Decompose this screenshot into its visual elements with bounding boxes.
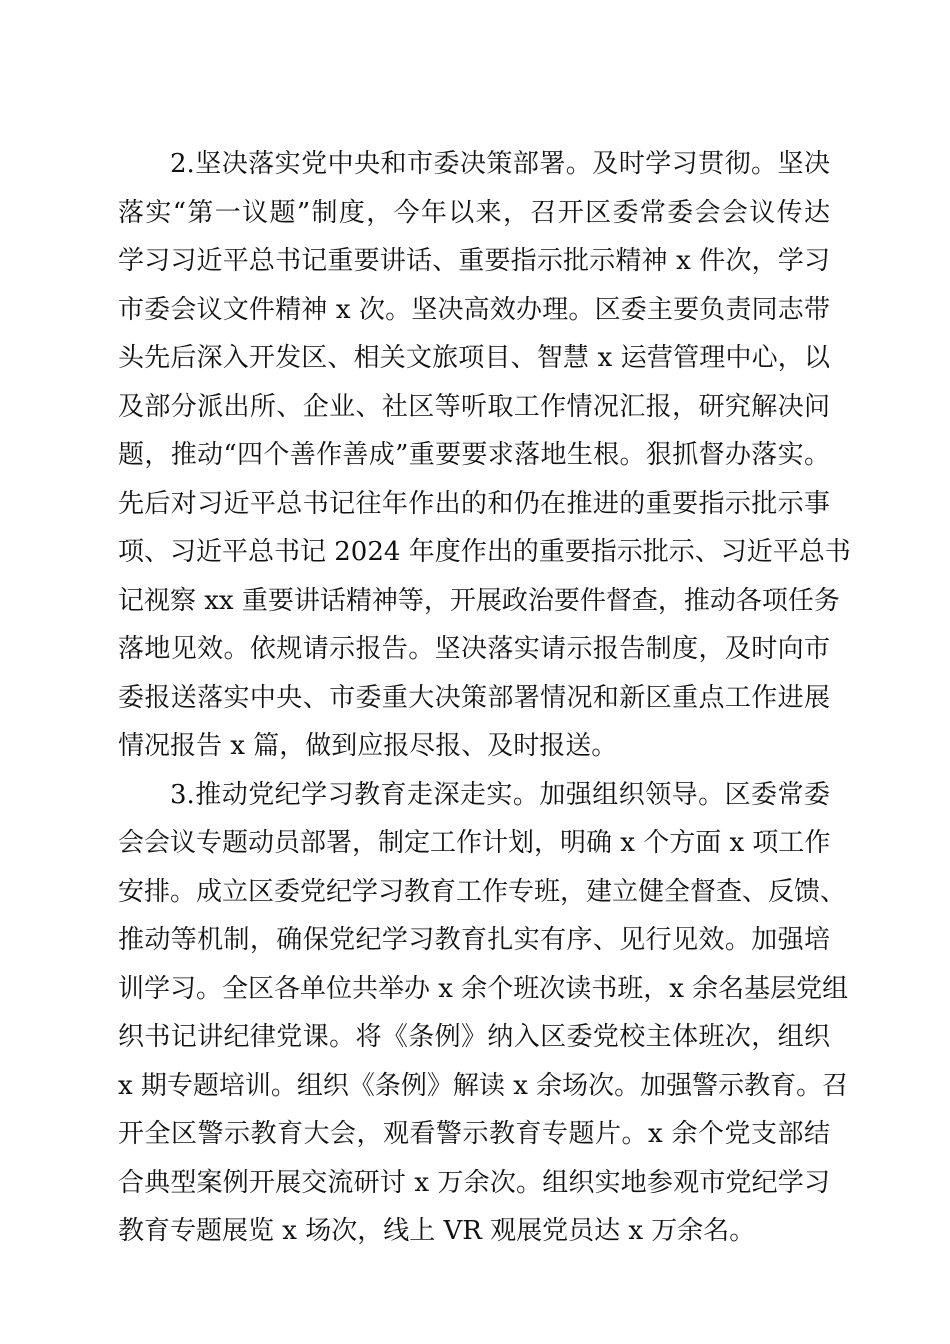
text-line: 项、习近平总书记 2024 年度作出的重要指示批示、习近平总书 — [118, 537, 851, 567]
text-line: 合典型案例开展交流研讨 x 万余次。组织实地参观市党纪学习 — [118, 1167, 830, 1198]
document-body — [118, 140, 851, 1256]
text-line: 开全区警示教育大会，观看警示教育专题片。x 余个党支部结 — [118, 1119, 830, 1149]
text-line: 训学习。全区各单位共举办 x 余个班次读书班，x 余名基层党组 — [118, 973, 849, 1004]
text-line: 2.坚决落实党中央和市委决策部署。及时学习贯彻。坚决 — [170, 149, 830, 179]
text-line: 记视察 xx 重要讲话精神等，开展政治要件督查，推动各项任务 — [118, 585, 840, 616]
text-line: 题，推动“四个善作善成”重要要求落地生根。狠抓督办落实。 — [118, 440, 830, 470]
paragraph-3 — [118, 771, 849, 1256]
text-line: 先后对习近平总书记往年作出的和仍在推进的重要指示批示事 — [118, 488, 830, 519]
text-line: x 期专题培训。组织《条例》解读 x 余场次。加强警示教育。召 — [118, 1070, 849, 1101]
text-line: 会会议专题动员部署，制定工作计划，明确 x 个方面 x 项工作 — [118, 828, 831, 858]
text-line: 落实“第一议题”制度，今年以来，召开区委常委会会议传达 — [118, 197, 830, 228]
text-line: 市委会议文件精神 x 次。坚决高效办理。区委主要负责同志带 — [118, 294, 830, 325]
paragraph-2 — [118, 140, 851, 771]
text-line: 3.推动党纪学习教育走深走实。加强组织领导。区委常委 — [170, 779, 830, 810]
text-line: 织书记讲纪律党课。将《条例》纳入区委党校主体班次，组织 — [118, 1022, 830, 1052]
text-line: 情况报告 x 篇，做到应报尽报、及时报送。 — [118, 731, 618, 761]
text-line: 推动等机制，确保党纪学习教育扎实有序、见行见效。加强培 — [118, 925, 830, 955]
text-line: 学习习近平总书记重要讲话、重要指示批示精神 x 件次，学习 — [118, 246, 830, 276]
text-line: 安排。成立区委党纪学习教育工作专班，建立健全督查、反馈、 — [118, 876, 847, 907]
text-line: 教育专题展览 x 场次，线上 VR 观展党员达 x 万余名。 — [118, 1216, 756, 1246]
text-line: 委报送落实中央、市委重大决策部署情况和新区重点工作进展 — [118, 682, 830, 713]
text-line: 头先后深入开发区、相关文旅项目、智慧 x 运营管理中心，以 — [118, 343, 830, 373]
text-line: 落地见效。依规请示报告。坚决落实请示报告制度，及时向市 — [118, 634, 830, 664]
text-line: 及部分派出所、企业、社区等听取工作情况汇报，研究解决问 — [118, 391, 830, 422]
